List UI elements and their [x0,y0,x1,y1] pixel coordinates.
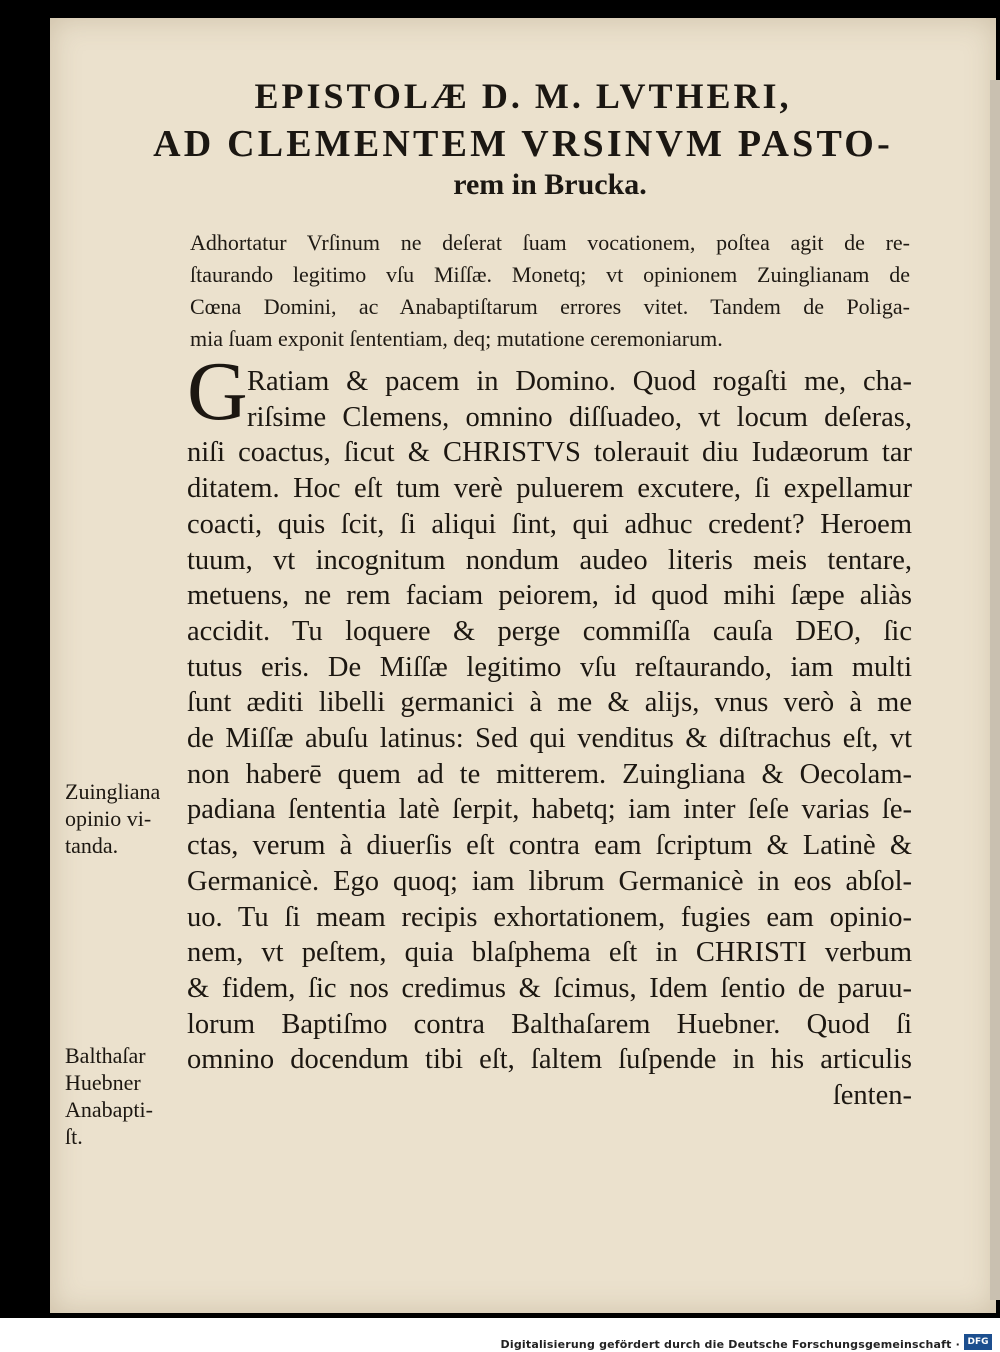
body-line: ditatem. Hoc eſt tum verè puluerem excutere, ſi expellamur [187,473,912,505]
drop-cap: G [187,345,248,438]
body-line-catchword: ſenten- [832,1080,912,1112]
title-line-3: rem in Brucka. [453,168,647,201]
body-line: coacti, quis ſcit, ſi aliqui ſint, qui adhuc credent? Heroem [187,508,912,540]
summary-line: mia ſuam exponit ſententiam, deq; mutatione ceremoniarum. [190,326,723,351]
margin-note-line: tanda. [65,833,119,858]
margin-note-line: Zuingliana [65,779,161,804]
margin-note-line: ſt. [65,1124,83,1149]
page-edge [990,80,1000,1300]
title-line-2: AD CLEMENTEM VRSINVM PASTO- [153,123,893,165]
body-line: & fidem, ſic nos credimus & ſcimus, Idem ſentio de paruu- [187,972,912,1004]
body-line: non haberē quem ad te mitterem. Zuingliana & Oecolam- [187,758,912,790]
letter-body [187,364,912,1114]
body-line: metuens, ne rem faciam peiorem, id quod mihi ſæpe aliàs [187,580,912,612]
body-line: tutus eris. De Miſſæ legitimo vſu reſtaurando, iam multi [187,651,912,683]
summary-line: Cœna Domini, ac Anabaptiſtarum errores vitet. Tandem de Poliga- [190,294,910,319]
body-line: de Miſſæ abuſu latinus: Sed qui venditus & diſtrachus eſt, vt [187,723,912,755]
body-line: lorum Baptiſmo contra Balthaſarem Huebner. Quod ſi [187,1008,912,1040]
body-line: ctas, verum à diuerſis eſt contra eam ſcriptum & Latinè & [187,830,912,862]
summary [190,227,910,355]
body-line: accidit. Tu loquere & perge commiſſa cauſa DEO, ſic [187,615,912,647]
body-line: tuum, vt incognitum nondum audeo literis meis tentare, [187,544,912,576]
body-line: omnino docendum tibi eſt, ſaltem ſuſpende in his articulis [187,1044,912,1076]
body-line: riſsime Clemens, omnino diſſuadeo, vt locum deſeras, [247,401,912,433]
title-line-1: EPISTOLÆ D. M. LVTHERI, [254,76,792,116]
footer-credit: Digitalisierung gefördert durch die Deutsche Forschungsgemeinschaft · [500,1338,960,1351]
body-line: ſunt æditi libelli germanici à me & alijs, vnus verò à me [187,687,912,719]
body-line: Germanicè. Ego quoq; iam librum Germanicè in eos abſol- [187,865,912,897]
margin-note-zuingliana [65,778,185,859]
margin-note-line: Balthaſar [65,1043,146,1068]
margin-note-line: Huebner [65,1070,141,1095]
summary-line: ſtaurando legitimo vſu Miſſæ. Monetq; vt opinionem Zuinglianam de [190,262,910,287]
margin-note-line: Anabapti- [65,1097,153,1122]
body-line: niſi coactus, ſicut & CHRISTVS tolerauit diu Iudæorum tar [187,437,912,469]
body-line: nem, vt peſtem, quia blaſphema eſt in CHRISTI verbum [187,937,912,969]
dfg-logo-icon[interactable]: DFG [964,1334,992,1350]
margin-note-balthasar [65,1042,185,1150]
body-line: Ratiam & pacem in Domino. Quod rogaſti me, cha- [247,366,912,397]
body-line: uo. Tu ſi meam recipis exhortationem, fugies eam opinio- [187,901,912,933]
summary-line: Adhortatur Vrſinum ne deſerat ſuam vocationem, poſtea agit de re- [190,230,910,255]
body-line: padiana ſententia latè ſerpit, habetq; iam inter ſeſe varias ſe- [187,794,912,826]
margin-note-line: opinio vi- [65,806,152,831]
